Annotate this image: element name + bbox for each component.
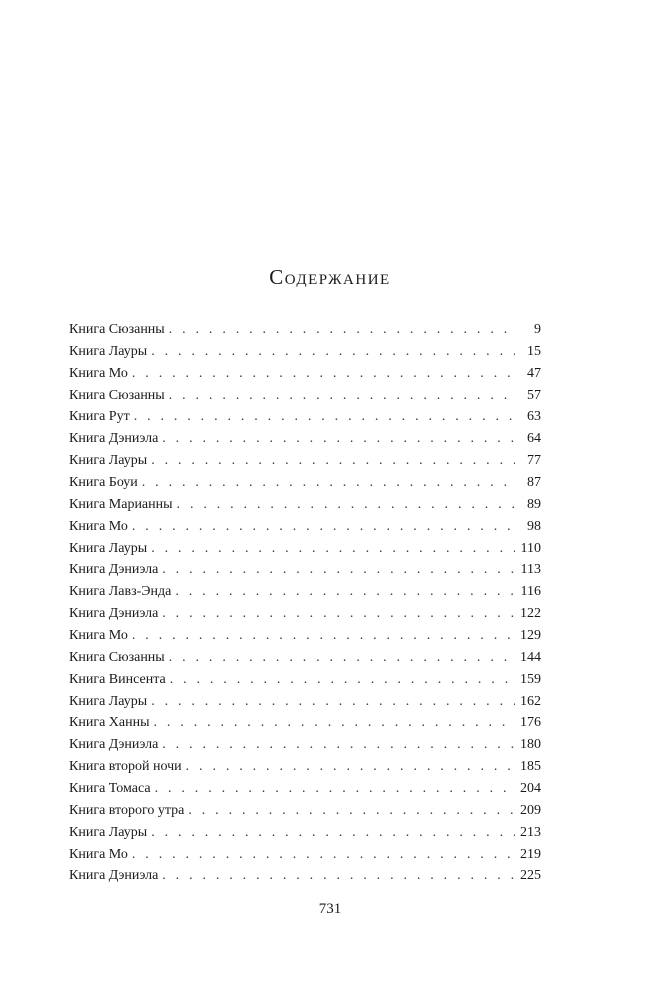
toc-entry-title: Книга Марианны <box>69 496 173 512</box>
toc-entry-title: Книга Сюзанны <box>69 387 165 403</box>
toc-entry-title: Книга Мо <box>69 628 128 644</box>
toc-entry-title: Книга Дэниэла <box>69 868 159 884</box>
toc-entry <box>69 800 541 822</box>
toc-entry-page: 162 <box>520 693 541 709</box>
toc-entry-title: Книга Рут <box>69 409 130 425</box>
toc-entry <box>69 385 541 407</box>
toc-dot-leader <box>151 822 515 844</box>
toc-entry-title: Книга Дэниэла <box>69 737 159 753</box>
toc-entry <box>69 712 541 734</box>
toc-dot-leader <box>132 844 515 866</box>
toc-entry <box>69 734 541 756</box>
toc-dot-leader <box>154 712 516 734</box>
toc-dot-leader <box>186 756 515 778</box>
toc-entry-title: Книга Дэниэла <box>69 606 159 622</box>
toc-entry-title: Книга Винсента <box>69 671 166 687</box>
toc-dot-leader <box>132 516 515 538</box>
toc-dot-leader <box>169 319 515 341</box>
toc-entry <box>69 822 541 844</box>
toc-entry-page: 63 <box>527 409 541 425</box>
toc-entry-title: Книга Боуи <box>69 475 138 491</box>
toc-entry-page: 180 <box>520 737 541 753</box>
toc-entry-title: Книга Сюзанны <box>69 322 165 337</box>
toc-entry-page: 225 <box>520 868 541 884</box>
toc-entry-title: Книга Ханны <box>69 715 150 731</box>
toc-entry-title: Книга Лауры <box>69 824 148 840</box>
toc-entry-page: 129 <box>520 628 541 644</box>
toc-entry-page: 159 <box>520 671 541 687</box>
toc-entry-page: 98 <box>527 518 541 534</box>
toc-dot-leader <box>134 406 515 428</box>
toc-entry-page: 204 <box>520 781 541 797</box>
toc-entry <box>69 494 541 516</box>
toc-entry-page: 213 <box>520 824 541 840</box>
toc-dot-leader <box>170 669 515 691</box>
toc-dot-leader <box>155 778 515 800</box>
toc-entry-page: 77 <box>527 453 541 469</box>
toc-entry-title: Книга Лауры <box>69 540 148 556</box>
toc-entry <box>69 581 541 603</box>
toc-entry-page: 110 <box>520 540 541 556</box>
toc-entry-page: 57 <box>527 387 541 403</box>
toc-entry-page: 64 <box>527 431 541 447</box>
toc-dot-leader <box>169 385 515 407</box>
toc-dot-leader <box>162 428 515 450</box>
toc-entry-page: 9 <box>534 322 541 337</box>
toc-entry-title: Книга Сюзанны <box>69 649 165 665</box>
toc-dot-leader <box>142 472 515 494</box>
toc-entry-title: Книга второго утра <box>69 802 185 818</box>
toc-entry-title: Книга второй ночи <box>69 759 182 775</box>
toc-entry <box>69 647 541 669</box>
page-title: Содержание <box>269 265 391 289</box>
toc-entry <box>69 363 541 385</box>
toc-dot-leader <box>151 341 515 363</box>
page-number: 731 <box>318 901 342 917</box>
toc-entry <box>69 450 541 472</box>
toc-entry <box>69 319 541 341</box>
toc-entry <box>69 603 541 625</box>
toc-entry-page: 113 <box>520 562 541 578</box>
toc-entry <box>69 559 541 581</box>
toc-entry-title: Книга Дэниэла <box>69 562 159 578</box>
toc-entry <box>69 691 541 713</box>
toc-entry-title: Книга Мо <box>69 518 128 534</box>
toc-entry-page: 116 <box>520 584 541 600</box>
toc-entry <box>69 625 541 647</box>
toc-entry-page: 185 <box>520 759 541 775</box>
toc-dot-leader <box>151 691 515 713</box>
table-of-contents <box>69 319 541 887</box>
toc-entry-page: 89 <box>527 496 541 512</box>
toc-entry-title: Книга Лауры <box>69 453 148 469</box>
toc-entry-page: 144 <box>520 649 541 665</box>
toc-dot-leader <box>188 800 515 822</box>
toc-entry-page: 15 <box>527 343 541 359</box>
toc-dot-leader <box>132 625 515 647</box>
toc-entry-title: Книга Мо <box>69 365 128 381</box>
toc-entry <box>69 472 541 494</box>
toc-entry-title: Книга Дэниэла <box>69 431 159 447</box>
toc-entry-title: Книга Лавз-Энда <box>69 584 172 600</box>
toc-dot-leader <box>162 559 515 581</box>
toc-entry <box>69 428 541 450</box>
toc-dot-leader <box>151 450 515 472</box>
toc-entry-title: Книга Томаса <box>69 781 151 797</box>
toc-entry-page: 122 <box>520 606 541 622</box>
toc-dot-leader <box>169 647 515 669</box>
toc-entry <box>69 756 541 778</box>
toc-entry-page: 209 <box>520 802 541 818</box>
toc-entry <box>69 538 541 560</box>
toc-entry <box>69 516 541 538</box>
toc-entry <box>69 669 541 691</box>
toc-entry <box>69 778 541 800</box>
toc-entry-title: Книга Лауры <box>69 693 148 709</box>
toc-dot-leader <box>151 538 515 560</box>
toc-entry <box>69 406 541 428</box>
toc-entry <box>69 844 541 866</box>
toc-dot-leader <box>162 603 515 625</box>
toc-dot-leader <box>175 581 515 603</box>
toc-entry-title: Книга Мо <box>69 846 128 862</box>
toc-dot-leader <box>162 865 515 887</box>
toc-entry-page: 219 <box>520 846 541 862</box>
toc-dot-leader <box>177 494 515 516</box>
toc-dot-leader <box>162 734 515 756</box>
toc-entry-title: Книга Лауры <box>69 343 148 359</box>
toc-entry <box>69 341 541 363</box>
toc-entry-page: 176 <box>520 715 541 731</box>
toc-entry-page: 47 <box>527 365 541 381</box>
toc-dot-leader <box>132 363 515 385</box>
toc-entry-page: 87 <box>527 475 541 491</box>
toc-entry <box>69 865 541 887</box>
